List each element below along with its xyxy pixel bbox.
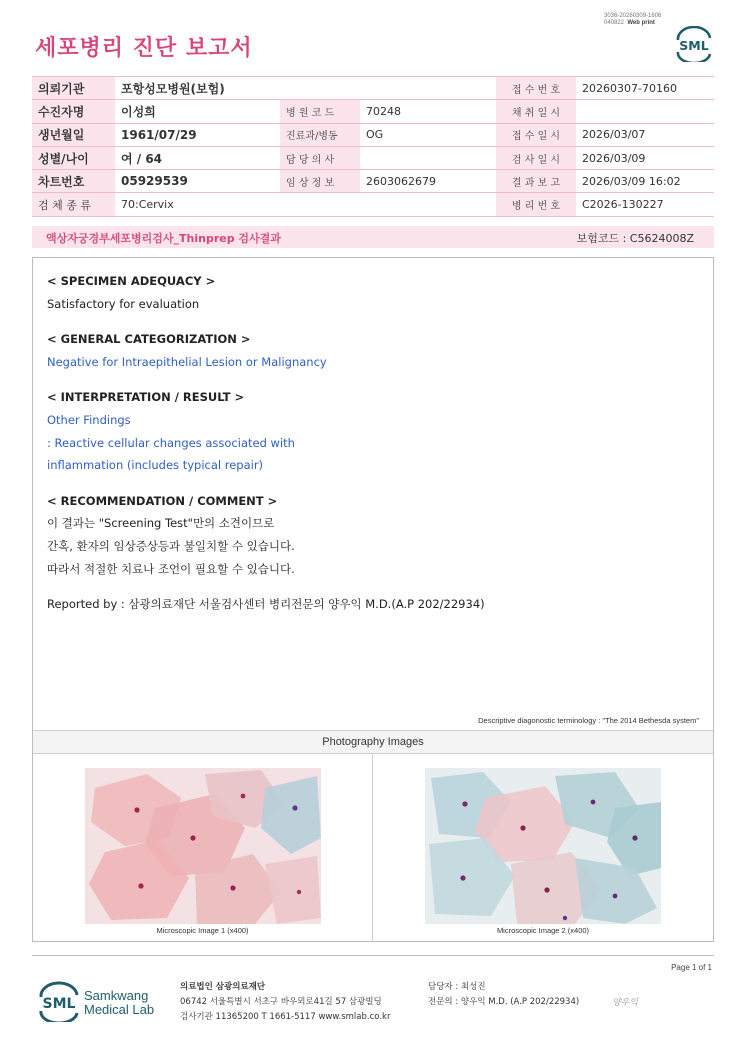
signature-block: [428, 980, 579, 1010]
value-receipt-no: 20260307-70160: [576, 77, 714, 100]
info-row: [32, 193, 714, 216]
label-birth-date: 생년월일: [32, 123, 115, 146]
microscopic-image-2: [425, 768, 661, 924]
brand-name: [84, 989, 154, 1017]
label-receipt-time: 접 수 일 시: [496, 123, 576, 146]
value-test-time: 2026/03/09: [576, 146, 714, 169]
footer-divider: [32, 955, 714, 956]
value-hospital-code: 70248: [360, 100, 496, 123]
value-chart-no: 05929539: [115, 170, 280, 193]
value-department: OG: [360, 123, 496, 146]
label-result-report: 결 과 보 고: [496, 170, 576, 193]
interpretation-heading: < INTERPRETATION / RESULT >: [47, 390, 245, 405]
photo-cell-1: [33, 754, 373, 942]
label-pathology-no: 병 리 번 호: [496, 193, 576, 216]
print-code: [604, 13, 661, 27]
insurance-code: 보험코드 : C5624008Z: [576, 232, 694, 245]
interpretation-line: Other Findings: [47, 412, 131, 427]
label-specimen-type: 검 체 종 류: [32, 193, 115, 216]
exam-name: 액상자궁경부세포병리검사_Thinprep 검사결과: [46, 232, 281, 245]
value-receipt-time: 2026/03/07: [576, 123, 714, 146]
org-contact: 검사기관 11365200 T 1661-5117 www.smlab.co.kr: [180, 1012, 391, 1022]
value-pathology-no: C2026-130227: [576, 193, 714, 216]
reported-by: Reported by : 삼광의료재단 서울검사센터 병리전문의 양우익 M.D.(A.P 202/22934): [47, 597, 485, 612]
photo-caption-2: Microscopic Image 2 (x400): [496, 926, 590, 935]
info-row: [32, 77, 714, 100]
page-title: 세포병리 진단 보고서: [35, 36, 253, 61]
category-heading: < GENERAL CATEGORIZATION >: [47, 332, 251, 347]
adequacy-heading: < SPECIMEN ADEQUACY >: [47, 274, 216, 288]
info-row: [32, 100, 714, 123]
recommendation-line: 이 결과는 "Screening Test"만의 소견이므로: [47, 516, 275, 531]
interpretation-line: inflammation (includes typical repair): [47, 458, 264, 473]
page-number: Page 1 of 1: [671, 963, 712, 972]
specialist-name: 전문의 : 양우익 M.D. (A.P 202/22934): [428, 997, 580, 1007]
info-row: [32, 170, 714, 193]
label-department: 진료과/병동: [280, 123, 360, 146]
patient-info-table: [32, 76, 714, 217]
info-row: [32, 123, 714, 146]
recommendation-heading: < RECOMMENDATION / COMMENT >: [47, 493, 278, 508]
staff-name: 담당자 : 최성진: [428, 982, 486, 992]
photo-caption-1: Microscopic Image 1 (x400): [156, 926, 249, 935]
org-name: 의료법인 삼광의료재단: [180, 982, 266, 992]
label-doctor: 담 당 의 사: [280, 146, 360, 169]
interpretation-line: : Reactive cellular changes associated with: [47, 435, 295, 450]
sml-logo-icon: [672, 26, 716, 62]
value-result-report: 2026/03/09 16:02: [576, 170, 714, 193]
value-sex-age: 여 / 64: [115, 146, 280, 169]
brand-line1: Samkwang: [84, 988, 149, 1003]
organization-info: [180, 980, 390, 1025]
category-text: Negative for Intraepithelial Lesion or Malignancy: [47, 354, 327, 369]
logo-text: SML: [679, 38, 709, 53]
value-doctor: [360, 146, 496, 169]
sml-logo-footer-icon: [36, 980, 82, 1022]
label-patient-name: 수진자명: [32, 100, 115, 123]
result-body: [47, 270, 697, 616]
org-address: 06742 서울특별시 서초구 바우뫼로41길 57 삼광빌딩: [180, 997, 382, 1007]
label-test-time: 검 사 일 시: [496, 146, 576, 169]
label-receipt-no: 접 수 번 호: [496, 77, 576, 100]
adequacy-text: Satisfactory for evaluation: [47, 296, 200, 311]
exam-bar: [32, 226, 714, 248]
footer-logo-text: SML: [42, 996, 76, 1012]
brand-line2: Medical Lab: [84, 1002, 155, 1017]
info-row: [32, 146, 714, 169]
label-sex-age: 성별/나이: [32, 146, 115, 169]
value-clinical-info: 2603062679: [360, 170, 496, 193]
label-requester: 의뢰기관: [32, 77, 115, 100]
web-print-label: Web print: [627, 20, 655, 26]
print-code-line1: 3036-20260309-1606: [604, 13, 662, 19]
value-requester: 포항성모병원(보험): [115, 77, 496, 100]
value-specimen-type: 70:Cervix: [115, 193, 496, 216]
handwritten-signature: 양우익: [612, 998, 639, 1008]
label-collect-time: 채 취 일 시: [496, 100, 576, 123]
microscopic-image-1: [85, 768, 321, 924]
print-code-line2: 040822: [604, 20, 625, 26]
recommendation-line: 간혹, 환자의 임상증상등과 불일치할 수 있습니다.: [47, 538, 295, 553]
photo-cell-2: [373, 754, 713, 942]
label-chart-no: 차트번호: [32, 170, 115, 193]
recommendation-line: 따라서 적절한 치료나 조언이 필요할 수 있습니다.: [47, 561, 295, 576]
photo-section-header: Photography Images: [33, 730, 713, 754]
value-birth-date: 1961/07/29: [115, 123, 280, 146]
label-hospital-code: 병 원 코 드: [280, 100, 360, 123]
value-collect-time: [576, 100, 714, 123]
label-clinical-info: 임 상 정 보: [280, 170, 360, 193]
value-patient-name: 이성희: [115, 100, 280, 123]
bethesda-note: Descriptive diagonostic terminology : "The 2014 Bethesda system": [478, 716, 699, 725]
result-box: [32, 257, 714, 942]
